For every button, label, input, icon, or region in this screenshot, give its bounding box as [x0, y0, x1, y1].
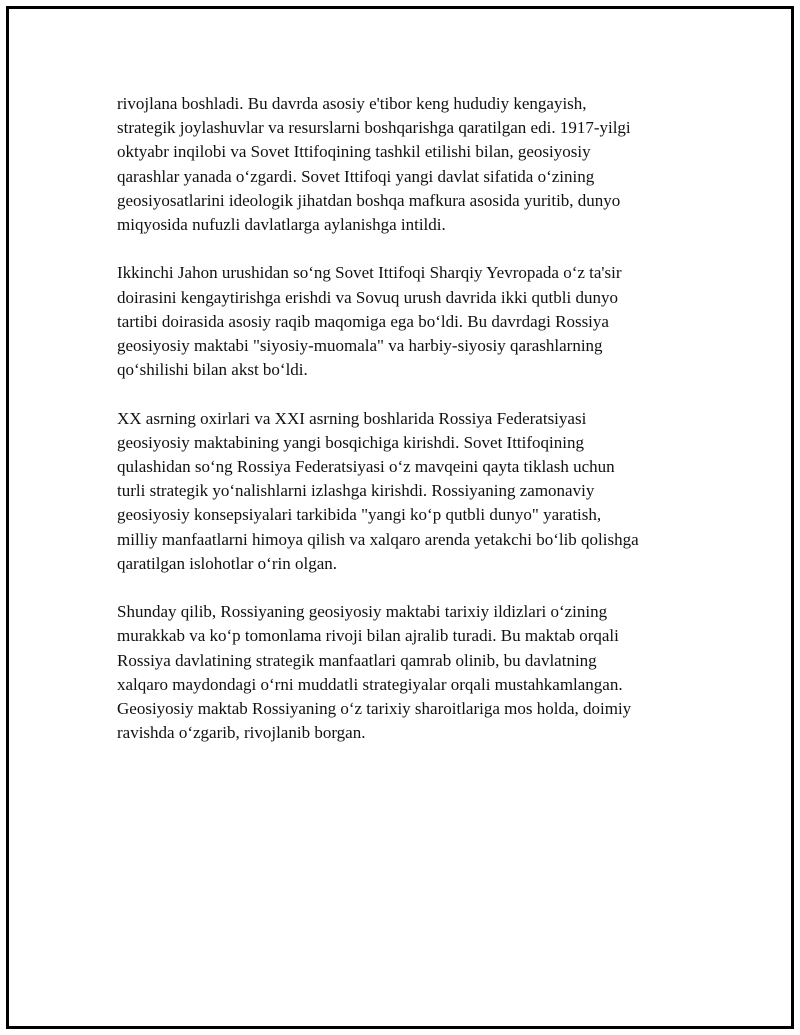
text-line: Ikkinchi Jahon urushidan so‘ng Sovet Ittifoqi Sharqiy Yevropada o‘z ta'sir — [117, 263, 622, 283]
text-line: milliy manfaatlarni himoya qilish va xalqaro arenda yetakchi bo‘lib qolishga — [117, 529, 639, 549]
text-line: ravishda o‘zgarib, rivojlanib borgan. — [117, 723, 366, 743]
text-line: geosiyosatlarini ideologik jihatdan boshqa mafkura asosida yuritib, dunyo — [117, 190, 621, 210]
text-line: qarashlar yanada o‘zgardi. Sovet Ittifoqi yangi davlat sifatida o‘zining — [117, 166, 595, 186]
text-line: Geosiyosiy maktab Rossiyaning o‘z tarixiy sharoitlariga mos holda, doimiy — [117, 699, 632, 719]
text-line: geosiyosiy maktabi "siyosiy-muomala" va harbiy-siyosiy qarashlarning — [117, 336, 603, 356]
paragraph-2 — [117, 261, 697, 382]
text-line: turli strategik yo‘nalishlarni izlashga kirishdi. Rossiyaning zamonaviy — [117, 481, 595, 501]
text-line: tartibi doirasida asosiy raqib maqomiga ega bo‘ldi. Bu davrdagi Rossiya — [117, 311, 609, 331]
paragraph-1 — [117, 92, 697, 237]
text-line: qaratilgan islohotlar o‘rin olgan. — [117, 553, 337, 573]
text-line: geosiyosiy konsepsiyalari tarkibida "yangi ko‘p qutbli dunyo" yaratish, — [117, 505, 602, 525]
text-line: qo‘shilishi bilan akst bo‘ldi. — [117, 360, 308, 380]
text-line: Shunday qilib, Rossiyaning geosiyosiy maktabi tarixiy ildizlari o‘zining — [117, 602, 608, 622]
text-line: rivojlana boshladi. Bu davrda asosiy e'tibor keng hududiy kengayish, — [117, 94, 587, 113]
paragraph-4 — [117, 600, 697, 745]
text-line: doirasini kengaytirishga erishdi va Sovuq urush davrida ikki qutbli dunyo — [117, 287, 618, 307]
text-line: oktyabr inqilobi va Sovet Ittifoqining tashkil etilishi bilan, geosiyosiy — [117, 142, 591, 162]
text-line: qulashidan so‘ng Rossiya Federatsiyasi o‘z mavqeini qayta tiklash uchun — [117, 457, 615, 477]
text-line: XX asrning oxirlari va XXI asrning boshlarida Rossiya Federatsiyasi — [117, 408, 587, 428]
document-body — [117, 92, 697, 770]
text-line: murakkab va ko‘p tomonlama rivoji bilan ajralib turadi. Bu maktab orqali — [117, 626, 619, 646]
text-line: miqyosida nufuzli davlatlarga aylanishga intildi. — [117, 215, 446, 235]
text-line: geosiyosiy maktabining yangi bosqichiga kirishdi. Sovet Ittifoqining — [117, 432, 584, 452]
text-line: strategik joylashuvlar va resurslarni boshqarishga qaratilgan edi. 1917-yilgi — [117, 118, 631, 138]
paragraph-3 — [117, 407, 697, 576]
text-line: Rossiya davlatining strategik manfaatlari qamrab olinib, bu davlatning — [117, 650, 597, 670]
text-line: xalqaro maydondagi o‘rni muddatli strategiyalar orqali mustahkamlangan. — [117, 674, 623, 694]
